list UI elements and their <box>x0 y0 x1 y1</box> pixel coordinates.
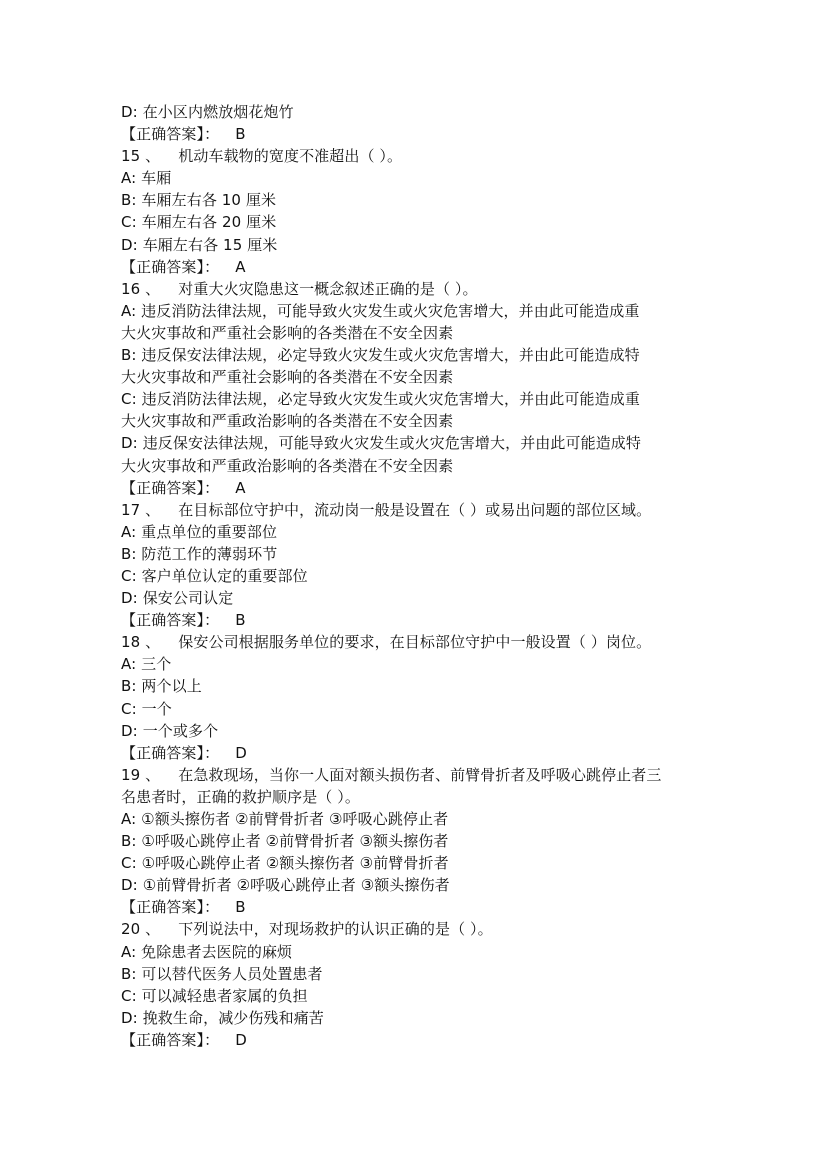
option-text: 可以减轻患者家属的负担 <box>141 986 308 1005</box>
option-text: 车厢左右各 20 厘米 <box>141 213 277 232</box>
option-text: 可以替代医务人员处置患者 <box>141 964 323 983</box>
option-key: D: <box>121 876 138 895</box>
answer-value: A <box>235 478 246 497</box>
option-key: B: <box>121 191 137 210</box>
continuation-text: 名患者时，正确的救护顺序是（ ）。 <box>121 787 360 806</box>
option-key: B: <box>121 677 137 696</box>
continuation-line <box>121 322 711 344</box>
option-key: D: <box>121 721 138 740</box>
option-text: ①呼吸心跳停止者 ②额头擦伤者 ③前臂骨折者 <box>141 854 449 873</box>
answer-value: B <box>235 898 246 917</box>
question-number: 17 、 <box>121 500 161 519</box>
option-key: B: <box>121 544 137 563</box>
option-line <box>121 388 711 410</box>
option-text: 违反消防法律法规，可能导致火灾发生或火灾危害增大，并由此可能造成重 <box>141 301 640 320</box>
option-text: 违反消防法律法规，必定导致火灾发生或火灾危害增大，并由此可能造成重 <box>141 390 640 409</box>
option-line <box>121 720 711 742</box>
option-line <box>121 985 711 1007</box>
option-line <box>121 963 711 985</box>
continuation-text: 大火灾事故和严重社会影响的各类潜在不安全因素 <box>121 323 454 342</box>
correct-answer-line <box>121 896 711 918</box>
continuation-line <box>121 455 711 477</box>
option-text: 违反保安法律法规，必定导致火灾发生或火灾危害增大，并由此可能造成特 <box>141 346 640 365</box>
option-key: B: <box>121 964 137 983</box>
continuation-text: 大火灾事故和严重社会影响的各类潜在不安全因素 <box>121 368 454 387</box>
option-key: A: <box>121 301 137 320</box>
answer-value: B <box>235 611 246 630</box>
option-line <box>121 698 711 720</box>
correct-answer-line <box>121 1029 711 1051</box>
option-key: A: <box>121 655 137 674</box>
option-key: C: <box>121 986 137 1005</box>
answer-label: 【正确答案】： <box>121 898 220 917</box>
option-line <box>121 852 711 874</box>
option-text: 违反保安法律法规，可能导致火灾发生或火灾危害增大，并由此可能造成特 <box>142 434 641 453</box>
option-text: 免除患者去医院的麻烦 <box>141 942 293 961</box>
correct-answer-line <box>121 123 711 145</box>
question-number: 20 、 <box>121 920 161 939</box>
answer-value: D <box>235 1030 247 1049</box>
option-text: 保安公司认定 <box>142 589 234 608</box>
question-text: 在目标部位守护中，流动岗一般是设置在（ ）或易出问题的部位区域。 <box>178 500 652 519</box>
option-line <box>121 587 711 609</box>
option-key: A: <box>121 942 137 961</box>
question-line <box>121 631 711 653</box>
option-line <box>121 300 711 322</box>
option-text: 一个或多个 <box>142 721 219 740</box>
answer-value: D <box>235 743 247 762</box>
continuation-text: 大火灾事故和严重政治影响的各类潜在不安全因素 <box>121 412 454 431</box>
continuation-line <box>121 786 711 808</box>
option-text: ①前臂骨折者 ②呼吸心跳停止者 ③额头擦伤者 <box>142 876 450 895</box>
option-line <box>121 941 711 963</box>
continuation-text: 大火灾事故和严重政治影响的各类潜在不安全因素 <box>121 456 454 475</box>
correct-answer-line <box>121 256 711 278</box>
question-number: 19 、 <box>121 765 161 784</box>
option-line <box>121 543 711 565</box>
option-text: 在小区内燃放烟花炮竹 <box>142 103 294 121</box>
option-key: C: <box>121 213 137 232</box>
option-line <box>121 653 711 675</box>
option-line <box>121 874 711 896</box>
answer-label: 【正确答案】： <box>121 743 220 762</box>
option-text: 车厢 <box>141 169 172 188</box>
question-line <box>121 499 711 521</box>
option-line <box>121 830 711 852</box>
option-text: 三个 <box>141 655 172 674</box>
option-key: C: <box>121 566 137 585</box>
question-number: 16 、 <box>121 279 161 298</box>
option-key: A: <box>121 522 137 541</box>
option-key: C: <box>121 854 137 873</box>
option-text: 客户单位认定的重要部位 <box>141 566 308 585</box>
option-text: 防范工作的薄弱环节 <box>141 544 278 563</box>
option-line <box>121 521 711 543</box>
option-key: A: <box>121 810 137 828</box>
option-text: ①呼吸心跳停止者 ②前臂骨折者 ③额头擦伤者 <box>141 832 449 851</box>
option-key: C: <box>121 390 137 409</box>
option-line <box>121 344 711 366</box>
question-number: 18 、 <box>121 633 161 652</box>
answer-label: 【正确答案】： <box>121 257 220 276</box>
option-text: 重点单位的重要部位 <box>141 522 278 541</box>
option-text: 挽救生命，减少伤残和痛苦 <box>142 1008 324 1027</box>
answer-label: 【正确答案】： <box>121 611 220 630</box>
option-key: D: <box>121 434 138 453</box>
option-key: B: <box>121 346 137 365</box>
option-line <box>121 211 711 233</box>
option-line <box>121 1007 711 1029</box>
option-text: 一个 <box>141 699 172 718</box>
option-key: D: <box>121 1008 138 1027</box>
option-line <box>121 234 711 256</box>
option-line <box>121 101 711 123</box>
correct-answer-line <box>121 477 711 499</box>
answer-label: 【正确答案】： <box>121 1030 220 1049</box>
option-text: 两个以上 <box>141 677 202 696</box>
question-line <box>121 918 711 940</box>
question-text: 机动车载物的宽度不准超出（ ）。 <box>178 147 403 166</box>
option-key: D: <box>121 235 138 254</box>
question-list <box>121 101 711 1051</box>
option-key: B: <box>121 832 137 851</box>
option-key: A: <box>121 169 137 188</box>
option-key: D: <box>121 589 138 608</box>
question-text: 保安公司根据服务单位的要求，在目标部位守护中一般设置（ ）岗位。 <box>178 633 652 652</box>
answer-value: A <box>235 257 246 276</box>
question-text: 对重大火灾隐患这一概念叙述正确的是（ ）。 <box>178 279 478 298</box>
option-line <box>121 167 711 189</box>
continuation-line <box>121 366 711 388</box>
question-line <box>121 145 711 167</box>
answer-label: 【正确答案】： <box>121 125 220 144</box>
continuation-line <box>121 410 711 432</box>
answer-label: 【正确答案】： <box>121 478 220 497</box>
option-text: 车厢左右各 15 厘米 <box>142 235 278 254</box>
option-key: D: <box>121 103 138 121</box>
option-line <box>121 808 711 830</box>
question-text: 在急救现场，当你一人面对额头损伤者、前臂骨折者及呼吸心跳停止者三 <box>178 765 662 784</box>
option-key: C: <box>121 699 137 718</box>
question-line <box>121 764 711 786</box>
question-number: 15 、 <box>121 147 161 166</box>
option-line <box>121 675 711 697</box>
question-line <box>121 278 711 300</box>
option-line <box>121 565 711 587</box>
correct-answer-line <box>121 609 711 631</box>
option-line <box>121 432 711 454</box>
question-text: 下列说法中，对现场救护的认识正确的是（ ）。 <box>178 920 493 939</box>
option-text: 车厢左右各 10 厘米 <box>141 191 277 210</box>
answer-value: B <box>235 125 246 144</box>
option-text: ①额头擦伤者 ②前臂骨折者 ③呼吸心跳停止者 <box>141 810 449 828</box>
option-line <box>121 189 711 211</box>
correct-answer-line <box>121 742 711 764</box>
